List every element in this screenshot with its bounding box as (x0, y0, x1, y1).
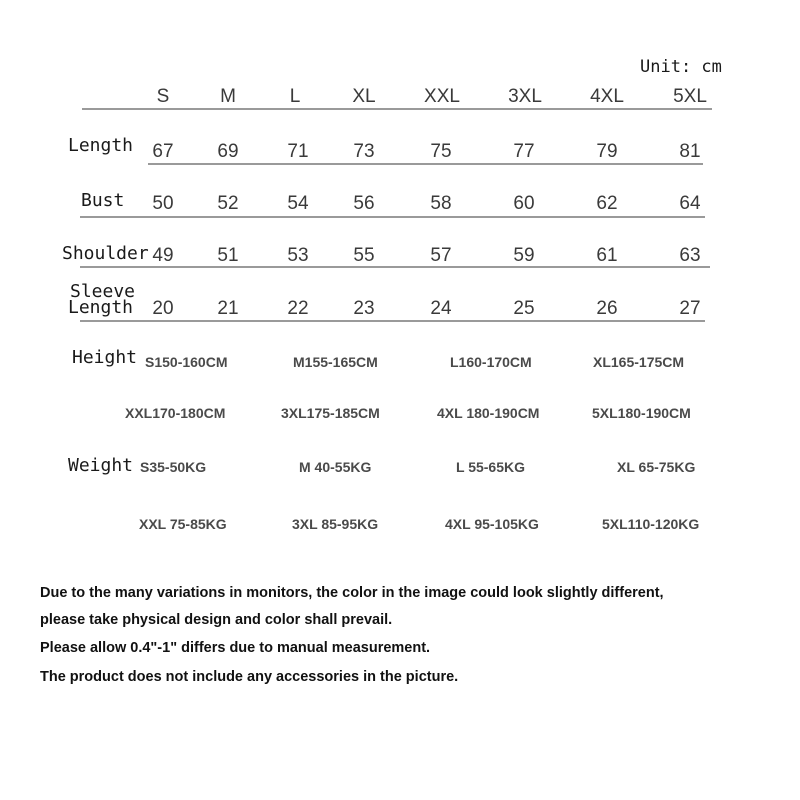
height-range: 5XL180-190CM (592, 405, 691, 421)
length-cell: 81 (679, 141, 701, 162)
shoulder-cell: 63 (679, 245, 701, 266)
bust-cell: 52 (217, 193, 239, 214)
sleeve-cell: 22 (287, 298, 309, 319)
row-label-sleeve: Sleeve (70, 281, 136, 302)
sleeve-cell: 20 (152, 298, 174, 319)
weight-range: S35-50KG (140, 459, 207, 475)
sleeve-cell: 25 (513, 298, 535, 319)
note-line: Please allow 0.4"-1" differs due to manual measurement. (40, 640, 431, 656)
length-cell: 77 (513, 141, 535, 162)
sleeve-rule (80, 320, 705, 322)
sleeve-cell: 24 (430, 298, 452, 319)
shoulder-cell: 59 (513, 245, 535, 266)
size-header-xl: XL (352, 86, 376, 107)
unit-label: Unit: cm (640, 57, 722, 77)
weight-range: XL 65-75KG (617, 459, 696, 475)
size-header-s: S (156, 86, 170, 107)
weight-range: 3XL 85-95KG (292, 516, 379, 532)
shoulder-cell: 53 (287, 245, 309, 266)
bust-cell: 56 (353, 193, 375, 214)
note-line: Due to the many variations in monitors, the color in the image could look slightly different, (40, 585, 664, 601)
height-label: Height (72, 347, 138, 368)
row-label-shoulder: Shoulder (62, 243, 149, 264)
bust-cell: 58 (430, 193, 452, 214)
size-header-4xl: 4XL (590, 86, 624, 107)
sleeve-cell: 21 (217, 298, 239, 319)
sleeve-cell: 23 (353, 298, 375, 319)
shoulder-rule (80, 266, 710, 268)
shoulder-cell: 57 (430, 245, 452, 266)
length-cell: 79 (596, 141, 618, 162)
shoulder-cell: 51 (217, 245, 239, 266)
size-header-xxl: XXL (424, 86, 460, 107)
length-cell: 67 (152, 141, 174, 162)
sleeve-cell: 27 (679, 298, 701, 319)
height-range: XXL170-180CM (125, 405, 226, 421)
shoulder-cell: 61 (596, 245, 618, 266)
bust-cell: 50 (152, 193, 174, 214)
length-cell: 71 (287, 141, 309, 162)
height-range: S150-160CM (145, 354, 228, 370)
height-range: 4XL 180-190CM (437, 405, 540, 421)
weight-range: L 55-65KG (456, 459, 525, 475)
height-range: L160-170CM (450, 354, 532, 370)
length-cell: 73 (353, 141, 375, 162)
weight-label: Weight (68, 455, 134, 476)
bust-cell: 54 (287, 193, 309, 214)
height-range: XL165-175CM (593, 354, 685, 370)
row-label-length: Length (68, 297, 134, 318)
size-header-3xl: 3XL (508, 86, 542, 107)
height-range: M155-165CM (293, 354, 378, 370)
note-line: The product does not include any accessories in the picture. (40, 669, 459, 685)
note-line: please take physical design and color shall prevail. (40, 612, 393, 628)
height-range: 3XL175-185CM (281, 405, 380, 421)
sleeve-cell: 26 (596, 298, 618, 319)
size-header-l: L (289, 86, 301, 107)
length-cell: 75 (430, 141, 452, 162)
size-header-m: M (220, 86, 236, 107)
weight-range: XXL 75-85KG (139, 516, 227, 532)
length-cell: 69 (217, 141, 239, 162)
bust-rule (80, 216, 705, 218)
size-header-5xl: 5XL (673, 86, 707, 107)
row-label-bust: Bust (81, 190, 125, 211)
weight-range: 4XL 95-105KG (445, 516, 539, 532)
bust-cell: 64 (679, 193, 701, 214)
bust-cell: 62 (596, 193, 618, 214)
header-rule (82, 108, 712, 110)
shoulder-cell: 55 (353, 245, 375, 266)
row-label-length: Length (68, 135, 134, 156)
weight-range: 5XL110-120KG (602, 516, 700, 532)
shoulder-cell: 49 (152, 245, 174, 266)
length-rule (148, 163, 703, 165)
weight-range: M 40-55KG (299, 459, 372, 475)
bust-cell: 60 (513, 193, 535, 214)
